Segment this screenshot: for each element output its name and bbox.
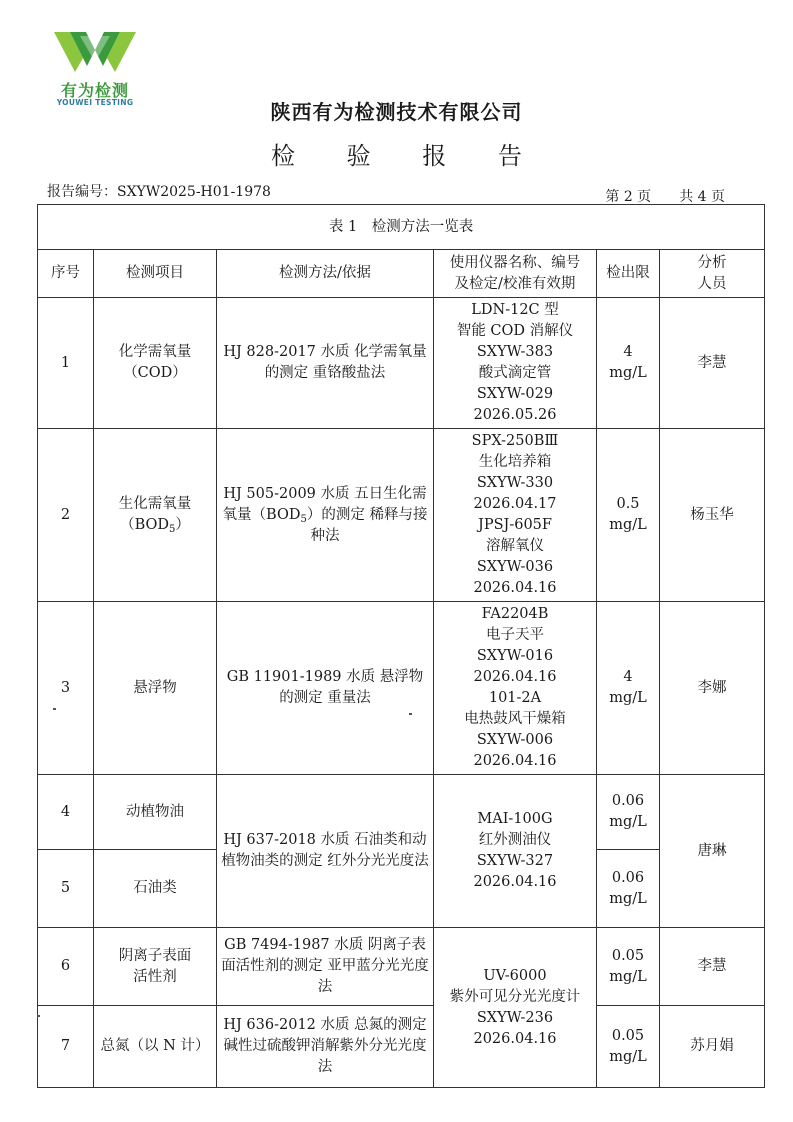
subscript: 5 — [169, 524, 176, 535]
instrument-line: 酸式滴定管 — [478, 365, 552, 381]
limit-value: 0.06 — [611, 793, 645, 809]
row-limit — [597, 602, 660, 775]
table-row — [38, 775, 765, 850]
row-analyst: 李慧 — [660, 298, 765, 429]
table-caption-row — [38, 205, 765, 250]
method-table — [37, 204, 765, 1088]
table-row — [38, 602, 765, 775]
row-limit — [597, 1006, 660, 1088]
instrument-line: SXYW-016 — [476, 648, 554, 664]
instrument-line: SXYW-006 — [476, 732, 554, 748]
row-limit — [597, 429, 660, 602]
method-text: ）的测定 稀释与接种法 — [306, 506, 428, 544]
instrument-line: 2026.04.16 — [473, 753, 557, 769]
instrument-line: SXYW-029 — [476, 386, 554, 402]
row-method: HJ 637-2018 水质 石油类和动植物油类的测定 红外分光光度法 — [217, 775, 434, 928]
row-limit — [597, 298, 660, 429]
limit-unit: mg/L — [609, 517, 647, 533]
header-item: 检测项目 — [94, 250, 217, 298]
row-item — [94, 429, 217, 602]
header-method: 检测方法/依据 — [217, 250, 434, 298]
scan-speck — [53, 708, 56, 710]
table-row — [38, 298, 765, 429]
instrument-line: 2026.05.26 — [473, 407, 557, 423]
instrument-line: SXYW-236 — [476, 1009, 554, 1026]
total-pages: 共 4 页 — [679, 189, 725, 205]
row-item — [94, 928, 217, 1006]
item-line: 化学需氧量 — [118, 344, 192, 360]
limit-unit: mg/L — [609, 1048, 647, 1065]
table-row — [38, 928, 765, 1006]
limit-value: 0.05 — [611, 1027, 645, 1044]
row-no: 2 — [38, 429, 94, 602]
scan-speck — [409, 713, 412, 715]
row-method: GB 11901-1989 水质 悬浮物的测定 重量法 — [217, 602, 434, 775]
row-analyst: 李娜 — [660, 602, 765, 775]
company-name: 陕西有为检测技术有限公司 — [270, 100, 523, 124]
row-limit — [597, 850, 660, 928]
limit-unit: mg/L — [609, 890, 647, 907]
header-analyst: 分析人员 — [660, 250, 765, 298]
limit-value: 0.5 — [616, 496, 640, 512]
limit-unit: mg/L — [609, 690, 647, 706]
scan-speck — [37, 1015, 40, 1017]
logo-text-en: YOUWEI TESTING — [56, 98, 134, 107]
instrument-line: UV-6000 — [483, 967, 547, 984]
instrument-line: 智能 COD 消解仪 — [456, 323, 574, 339]
subscript: 5 — [300, 513, 307, 525]
header-instrument: 使用仪器名称、编号及检定/校准有效期 — [434, 250, 597, 298]
instrument-line: 2026.04.16 — [473, 580, 557, 596]
row-item: 悬浮物 — [94, 602, 217, 775]
method-text: HJ 505-2009 水质 五日生化需氧量（BOD — [222, 485, 427, 523]
instrument-line: MAI-100G — [477, 811, 553, 827]
row-no: 5 — [38, 850, 94, 928]
limit-value: 0.06 — [611, 869, 645, 886]
row-method: HJ 636-2012 水质 总氮的测定碱性过硫酸钾消解紫外分光光度法 — [217, 1006, 434, 1088]
limit-unit: mg/L — [609, 365, 647, 381]
row-item: 石油类 — [94, 850, 217, 928]
instrument-line: 电热鼓风干燥箱 — [464, 711, 566, 727]
item-line: 生化需氧量 — [118, 496, 192, 512]
instrument-line: 2026.04.16 — [473, 874, 557, 890]
item-line — [98, 515, 212, 536]
report-number: 报告编号：SXYW2025-H01-1978 — [47, 184, 271, 200]
item-text: ） — [175, 517, 190, 533]
row-no: 4 — [38, 775, 94, 850]
logo-text-cn: 有为检测 — [60, 81, 129, 100]
item-text: （BOD — [120, 517, 170, 533]
instrument-line: SPX-250BⅢ — [471, 433, 559, 449]
report-title: 检 验 报 告 — [271, 142, 544, 170]
instrument-line: JPSJ-605F — [478, 517, 552, 533]
instrument-line: 紫外可见分光光度计 — [449, 988, 581, 1005]
instrument-line: 101-2A — [488, 690, 542, 706]
row-method: HJ 828-2017 水质 化学需氧量的测定 重铬酸盐法 — [217, 298, 434, 429]
instrument-line: LDN-12C 型 — [471, 302, 559, 318]
item-line: 活性剂 — [133, 968, 177, 985]
instrument-line: FA2204B — [481, 606, 549, 622]
instrument-line: 2026.04.16 — [473, 669, 557, 685]
instrument-line: 2026.04.17 — [473, 496, 557, 512]
row-limit — [597, 775, 660, 850]
row-no: 1 — [38, 298, 94, 429]
item-line: 阴离子表面 — [118, 947, 192, 964]
page-number: 第 2 页 — [605, 189, 652, 205]
row-analyst: 李慧 — [660, 928, 765, 1006]
limit-unit: mg/L — [609, 968, 647, 985]
row-analyst: 苏月娟 — [660, 1006, 765, 1088]
instrument-line: 生化培养箱 — [478, 454, 552, 470]
instrument-line: SXYW-036 — [476, 559, 554, 575]
row-method — [217, 429, 434, 602]
instrument-line: SXYW-327 — [476, 853, 554, 869]
row-analyst: 唐琳 — [660, 775, 765, 928]
table-caption: 表 1 检测方法一览表 — [38, 205, 765, 250]
row-instruments — [434, 429, 597, 602]
row-item: 总氮（以 N 计） — [94, 1006, 217, 1088]
limit-value: 0.05 — [611, 947, 645, 964]
row-item — [94, 298, 217, 429]
table-header-row — [38, 250, 765, 298]
row-method: GB 7494-1987 水质 阴离子表面活性剂的测定 亚甲蓝分光光度法 — [217, 928, 434, 1006]
item-line: （COD） — [123, 365, 187, 381]
table-row — [38, 429, 765, 602]
header-limit: 检出限 — [597, 250, 660, 298]
row-analyst: 杨玉华 — [660, 429, 765, 602]
row-instruments — [434, 775, 597, 928]
row-limit — [597, 928, 660, 1006]
row-instruments — [434, 298, 597, 429]
table-row — [38, 1006, 765, 1088]
row-instruments — [434, 928, 597, 1088]
header-no: 序号 — [38, 250, 94, 298]
instrument-line: SXYW-330 — [476, 475, 554, 491]
instrument-line: 2026.04.16 — [473, 1030, 557, 1047]
page-info — [577, 186, 725, 206]
limit-unit: mg/L — [609, 814, 647, 830]
row-no: 3 — [38, 602, 94, 775]
row-item: 动植物油 — [94, 775, 217, 850]
limit-value: 4 — [623, 669, 633, 685]
row-no: 7 — [38, 1006, 94, 1088]
row-no: 6 — [38, 928, 94, 1006]
instrument-line: 溶解氧仪 — [486, 538, 544, 554]
limit-value: 4 — [623, 344, 633, 360]
instrument-line: 电子天平 — [486, 627, 544, 643]
instrument-line: 红外测油仪 — [478, 832, 552, 848]
instrument-line: SXYW-383 — [476, 344, 554, 360]
row-instruments — [434, 602, 597, 775]
logo-w-icon — [50, 28, 140, 78]
